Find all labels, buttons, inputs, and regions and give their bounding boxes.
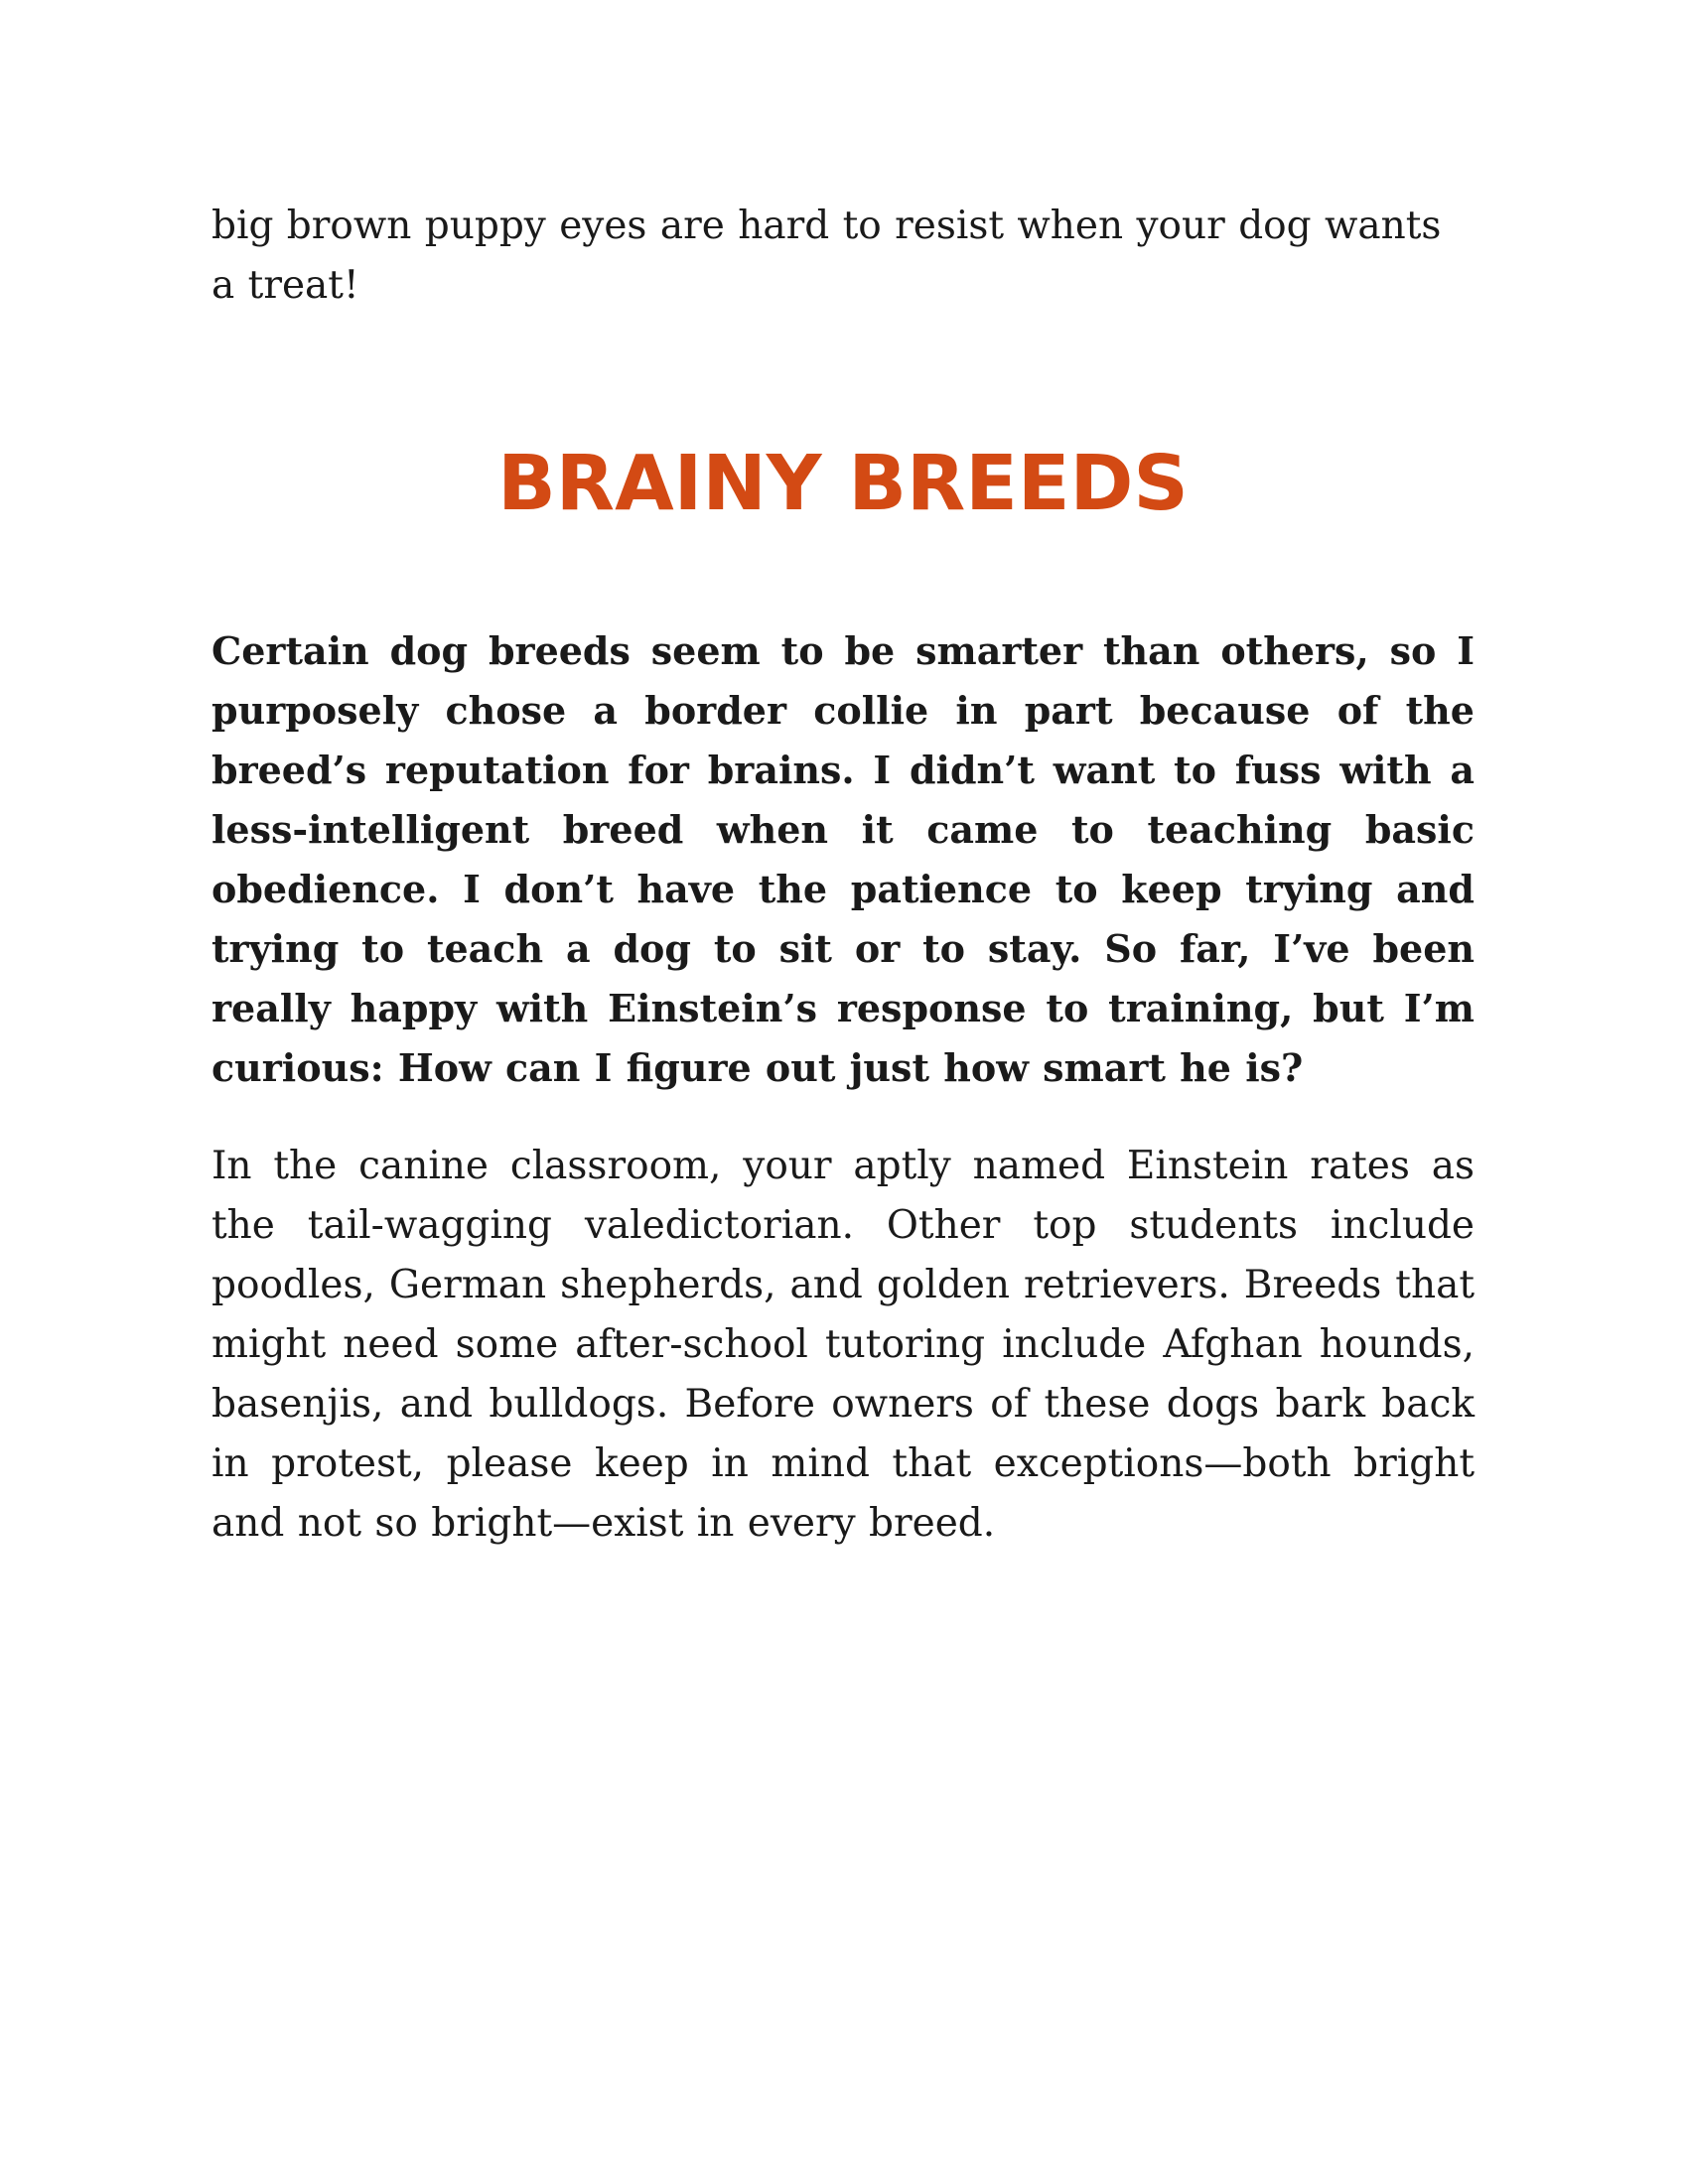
page-content [211,197,1475,1546]
answer-paragraph: In the canine classroom, your aptly named Einstein rates as the tail-wagging valedictorian. Other top students include poodles, German shepherds, and golden retrievers. Breeds that might need some after-school tutoring include Afghan hounds, basenjis, and bulldogs. Before owners of these dogs bark back in protest, please keep in mind that exceptions—both bright and not so bright—exist in every breed. [211,1144,1475,1546]
section-heading: BRAINY BREEDS [497,440,1189,528]
question-paragraph: Certain dog breeds seem to be smarter than others, so I purposely chose a border collie in part because of the breed’s reputation for brains. I didn’t want to fuss with a less-intelligent breed when it came to teaching basic obedience. I don’t have the patience to keep trying and trying to teach a dog to sit or to stay. So far, I’ve been really happy with Einstein’s response to training, but I’m curious: How can I figure out just how smart he is? [211,628,1475,1090]
intro-paragraph: big brown puppy eyes are hard to resist when your dog wants a treat! [211,204,1442,308]
